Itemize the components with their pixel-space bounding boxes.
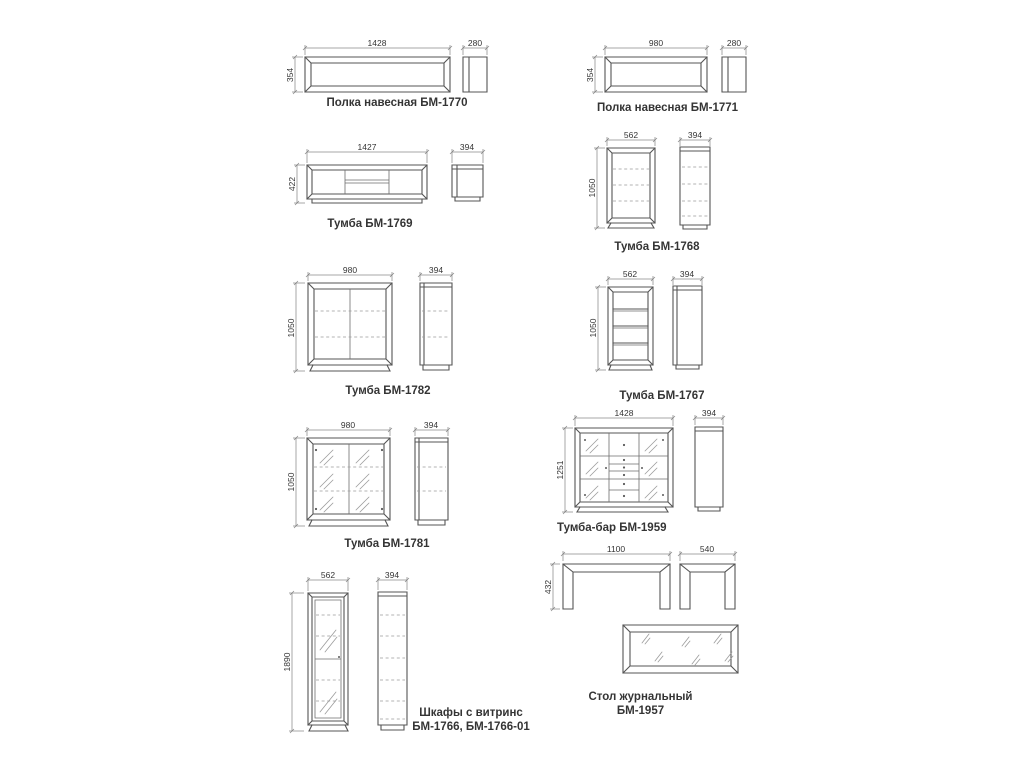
front-view	[607, 148, 655, 228]
side-shelf-lines	[417, 467, 446, 491]
drawer-knob	[623, 466, 625, 468]
drawer-knob	[623, 495, 625, 497]
side-view	[420, 283, 452, 370]
dimension-lines	[292, 45, 489, 94]
front-drawer-lines	[613, 309, 648, 343]
depth-label: 394	[428, 265, 444, 275]
drawing-stol-bm-1957	[545, 543, 745, 678]
side-view	[452, 165, 483, 201]
door-knob	[338, 656, 340, 658]
side-view	[463, 57, 487, 92]
front-view	[563, 564, 670, 609]
drawer-knob	[623, 483, 625, 485]
glass-marks	[642, 634, 733, 665]
depth-label: 394	[423, 420, 439, 430]
front-view	[307, 438, 390, 526]
tumba-bm-1768-views	[585, 130, 745, 255]
shelf-bm-1771-views	[582, 38, 757, 110]
side-view	[415, 438, 448, 525]
door-knob	[605, 467, 607, 469]
caption-line-1: Шкафы с витринс	[419, 707, 523, 719]
front-height-label: 422	[287, 176, 297, 192]
dimension-lines	[289, 577, 409, 733]
side-view	[673, 286, 702, 369]
front-height-label: 1050	[588, 318, 598, 338]
side-shelf-lines	[380, 615, 405, 719]
front-shelf-lines	[316, 615, 340, 701]
caption-stol-bm-1957	[558, 690, 723, 718]
caption-tumba-bm-1768: Тумба БМ-1768	[614, 241, 700, 253]
door-knob	[641, 467, 643, 469]
front-height-label: 1050	[587, 178, 597, 198]
drawing-tumba-bm-1768	[585, 130, 745, 255]
depth-label: 280	[726, 38, 742, 48]
front-height-label: 1890	[282, 652, 292, 672]
glass-marks	[586, 439, 657, 500]
depth-label: 394	[384, 570, 400, 580]
top-view	[623, 625, 738, 673]
drawer-knob	[623, 474, 625, 476]
glass-marks	[320, 630, 337, 714]
front-width-label: 1428	[614, 408, 634, 418]
front-width-label: 980	[340, 420, 356, 430]
drawer-knob	[623, 459, 625, 461]
dimension-lines	[592, 45, 748, 94]
drawing-tumba-bm-1782	[283, 262, 463, 397]
tumba-bm-1767-views	[585, 262, 745, 402]
caption-tumba-bm-1767: Тумба БМ-1767	[619, 390, 705, 402]
front-width-label: 562	[320, 570, 336, 580]
front-width-label: 980	[342, 265, 358, 275]
drawing-tumba-bm-1767	[585, 262, 745, 402]
dimension-lines	[562, 415, 725, 514]
caption-shelf-bm-1771: Полка навесная БМ-1771	[596, 102, 739, 114]
depth-label: 280	[467, 38, 483, 48]
side-view	[722, 57, 746, 92]
caption-line-1: Стол журнальный	[588, 691, 693, 703]
front-door-frame	[315, 600, 341, 718]
front-view-doors	[345, 170, 389, 194]
tumba-bm-1782-views	[283, 262, 463, 397]
front-width-label: 562	[622, 269, 638, 279]
depth-label: 394	[687, 130, 703, 140]
door-knob	[662, 494, 664, 496]
front-width-label: 1100	[606, 544, 626, 554]
door-knob	[584, 439, 586, 441]
front-height-label: 1050	[286, 472, 296, 492]
front-shelf-lines	[613, 169, 649, 201]
front-height-label: 354	[585, 67, 595, 83]
door-knob	[662, 439, 664, 441]
door-hinge-dot	[315, 508, 317, 510]
front-shelf-lines	[314, 467, 383, 491]
stol-bm-1957-views	[545, 543, 745, 678]
front-view	[305, 57, 450, 92]
caption-tumba-bm-1782: Тумба БМ-1782	[345, 385, 431, 397]
glass-marks	[320, 450, 369, 512]
side-shelf-lines	[422, 311, 450, 337]
side-view	[680, 147, 710, 229]
front-height-label: 354	[285, 67, 295, 83]
dimension-lines	[550, 551, 737, 611]
door-knob	[584, 494, 586, 496]
front-view	[307, 165, 427, 203]
depth-label: 394	[679, 269, 695, 279]
caption-shelf-bm-1770: Полка навесная БМ-1770	[326, 97, 468, 109]
front-width-label: 1428	[367, 38, 387, 48]
door-hinge-dot	[315, 449, 317, 451]
caption-tumba-bar-bm-1959: Тумба-бар БМ-1959	[557, 522, 667, 534]
side-shelf-lines	[682, 167, 708, 216]
drawing-tumba-bm-1769	[285, 140, 495, 215]
front-width-label: 980	[648, 38, 664, 48]
drawer-knob	[623, 444, 625, 446]
caption-line-2: БМ-1766, БМ-1766-01	[412, 721, 530, 733]
front-width-label: 562	[623, 130, 639, 140]
side-view	[695, 427, 723, 511]
side-view	[680, 564, 735, 609]
front-width-label: 1427	[357, 142, 377, 152]
caption-tumba-bm-1781: Тумба БМ-1781	[344, 538, 430, 550]
caption-shkaf-bm-1766	[396, 706, 546, 734]
depth-label: 394	[701, 408, 717, 418]
door-hinge-dot	[381, 508, 383, 510]
front-height-label: 1050	[286, 318, 296, 338]
front-view	[605, 57, 707, 92]
drawing-shelf-bm-1771	[582, 38, 757, 110]
caption-tumba-bm-1769: Тумба БМ-1769	[327, 218, 413, 230]
front-view	[608, 287, 653, 370]
depth-label: 540	[699, 544, 715, 554]
depth-label: 394	[459, 142, 475, 152]
caption-line-2: БМ-1957	[616, 705, 665, 717]
front-height-label: 1251	[555, 460, 565, 480]
tumba-bm-1769-views	[285, 140, 495, 215]
door-hinge-dot	[381, 449, 383, 451]
front-height-label: 432	[543, 579, 553, 595]
front-drawer-gaps	[613, 311, 648, 345]
